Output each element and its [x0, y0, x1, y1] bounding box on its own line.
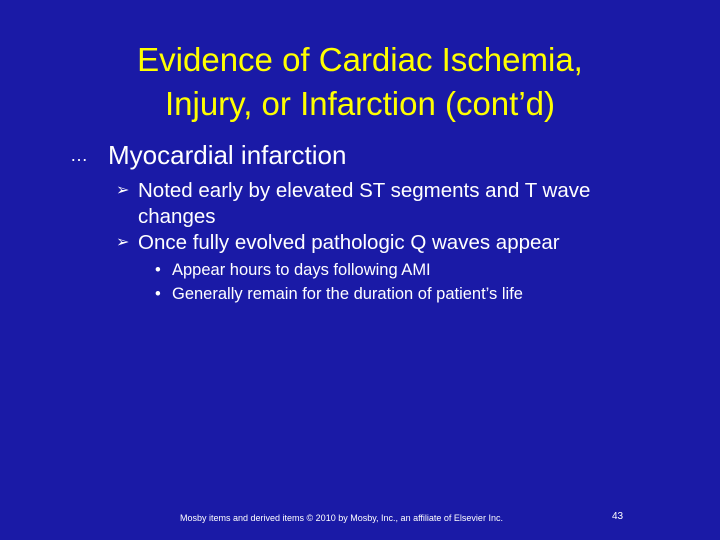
- slide-title: [60, 38, 660, 126]
- sub-sub-bullet-item-1: [155, 258, 675, 282]
- main-bullet-icon: …: [70, 145, 88, 165]
- slide-title-line-1: Evidence of Cardiac Ischemia,: [137, 41, 583, 78]
- arrow-bullet-icon: ➢: [116, 182, 130, 199]
- page-number: 43: [612, 511, 624, 522]
- sub-bullet-item-1: [116, 178, 656, 230]
- sub-sub-bullet-item-2: [155, 282, 675, 306]
- arrow-bullet-icon: ➢: [116, 234, 130, 251]
- sub-sub-bullet-text: Appear hours to days following AMI: [172, 261, 431, 279]
- sub-bullet-text: Once fully evolved pathologic Q waves appear: [138, 231, 560, 254]
- dot-bullet-icon: •: [155, 285, 161, 303]
- slide-title-line-2: Injury, or Infarction (cont’d): [164, 85, 556, 122]
- sub-bullet-text: Noted early by elevated ST segments and T wave changes: [138, 179, 591, 228]
- sub-bullet-item-2: [116, 230, 656, 256]
- copyright-footer: Mosby items and derived items © 2010 by Mosby, Inc., an affiliate of Elsevier Inc.: [180, 513, 503, 523]
- main-bullet-text: Myocardial infarction: [108, 140, 347, 170]
- main-bullet-item: [70, 138, 347, 172]
- dot-bullet-icon: •: [155, 261, 161, 279]
- sub-sub-bullet-text: Generally remain for the duration of patient’s life: [172, 285, 523, 303]
